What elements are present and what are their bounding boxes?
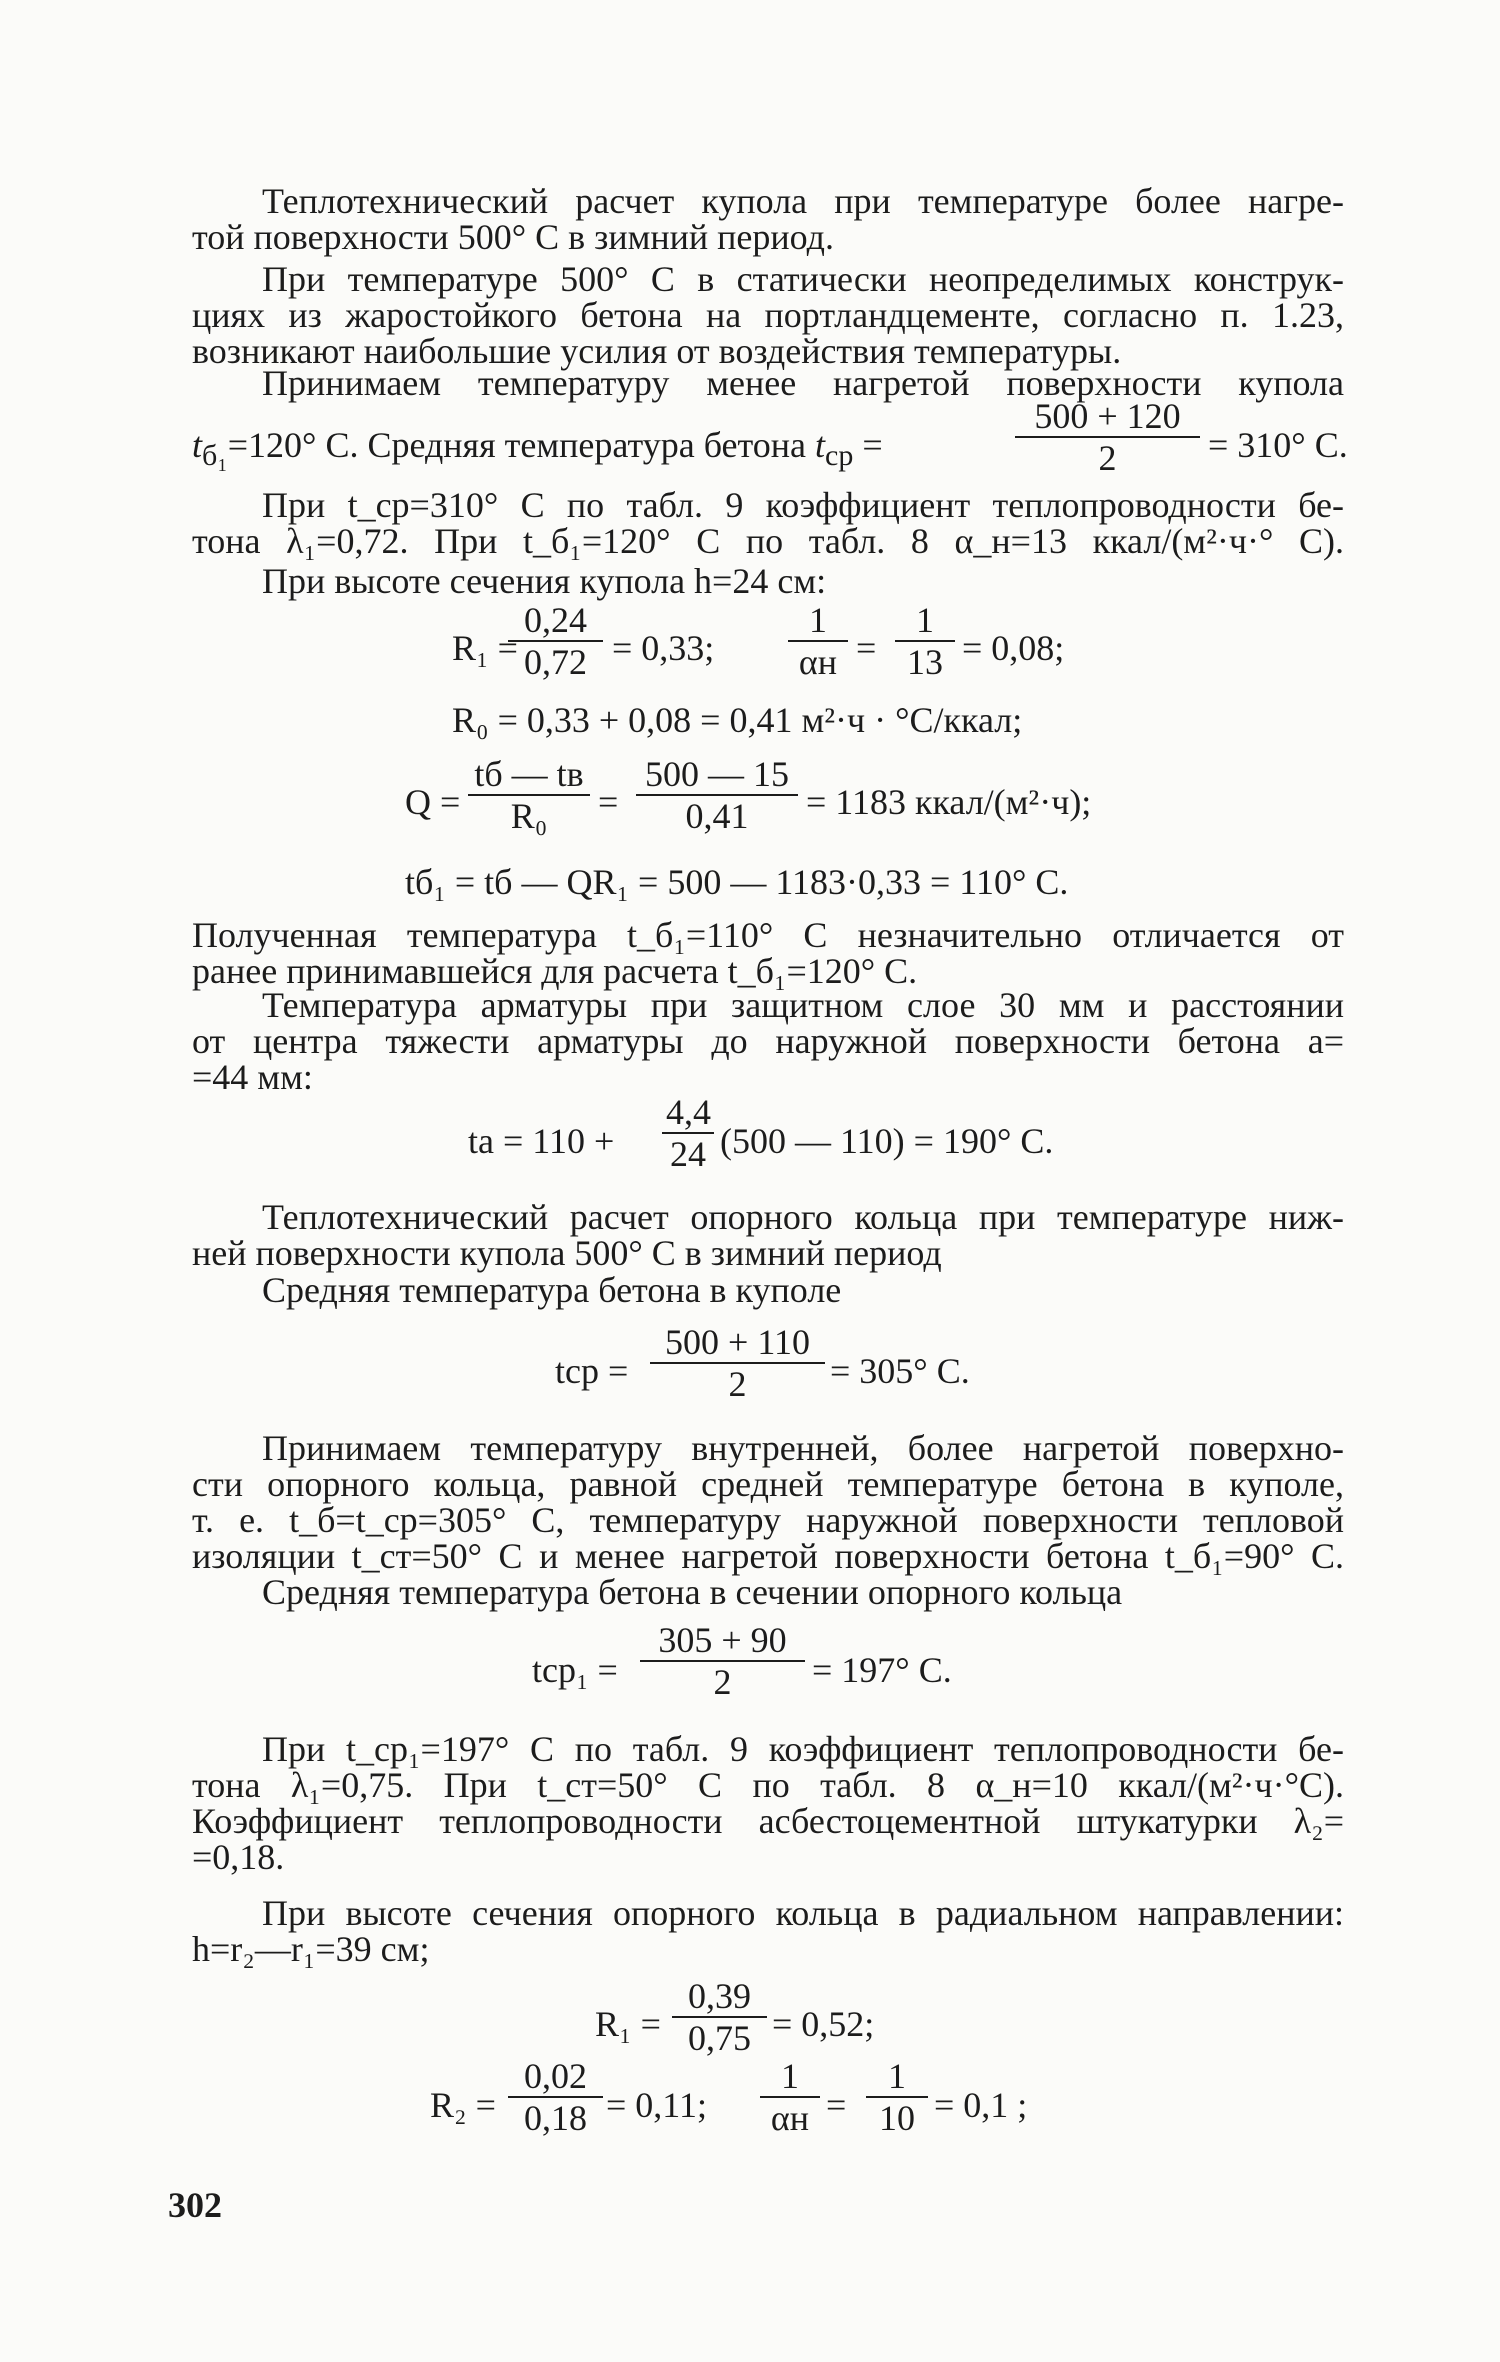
r1-fraction: $\frac{0,24}{0,72}$ xyxy=(508,602,603,680)
q-eq: = xyxy=(598,782,619,822)
ta-lhs: tа = 110 + xyxy=(468,1121,615,1161)
q-lhs: Q = xyxy=(405,782,461,822)
text-line: =44 мм: xyxy=(192,1057,313,1097)
tb1-definition-line: $t_{б_1}=120^\circ$ С. Средняя температура бетона $t_{ср}$ = xyxy=(192,425,883,473)
inv-alpha-fraction: 1 αн xyxy=(788,602,848,680)
r1-result: = 0,33; xyxy=(612,628,715,668)
text-line: ней поверхности купола 500° С в зимний период xyxy=(192,1233,942,1273)
text-line: Средняя температура бетона в сечении опорного кольца xyxy=(262,1572,1123,1612)
ta-result: (500 — 110) = 190° С. xyxy=(720,1121,1054,1161)
inv-13-fraction: $\frac{1}{13}$ xyxy=(895,602,955,680)
text-line: изоляции t_ст=50° С и менее нагретой поверхности бетона t_б₁=90° С. xyxy=(192,1536,1344,1576)
inv-10-fraction: $\frac{1}{10}$ xyxy=(866,2058,928,2136)
text-line: =0,18. xyxy=(192,1837,285,1877)
inv-alpha-fraction-2: 1 αн xyxy=(760,2058,820,2136)
tcp-fraction-310: $\frac{500 + 120}{2}$ xyxy=(1015,398,1200,476)
text-line: т. е. t_б=t_ср=305° С, температуру наружной поверхности тепловой xyxy=(192,1500,1344,1540)
text-line: Температура арматуры при защитном слое 30 мм и расстоянии xyxy=(262,985,1344,1025)
tcp-result-310: = 310° С. xyxy=(1208,425,1348,465)
text-line: той поверхности 500° С в зимний период. xyxy=(192,217,834,257)
text-line: Принимаем температуру менее нагретой поверхности купола xyxy=(262,363,1344,403)
tcp1-result: = 197° С. xyxy=(812,1650,952,1690)
tcp1-fraction: $\frac{305 + 90}{2}$ xyxy=(640,1622,805,1700)
q-fraction-numeric: $\frac{500 — 15}{0,41}$ xyxy=(636,756,798,834)
text-line: При температуре 500° С в статически неопределимых конструк- xyxy=(262,259,1344,299)
text-line: тона λ₁=0,72. При t_б₁=120° С по табл. 8 α_н=13 ккал/(м²·ч·° С). xyxy=(192,521,1344,561)
tcp-result: = 305° С. xyxy=(830,1351,970,1391)
text-line: Теплотехнический расчет опорного кольца при температуре ниж- xyxy=(262,1197,1344,1237)
tcp1-lhs: tср₁ = xyxy=(532,1650,618,1690)
inv-alpha-eq: = xyxy=(856,628,877,668)
inv-13-result: = 0,08; xyxy=(962,628,1065,668)
text-line: При t_ср=310° С по табл. 9 коэффициент теплопроводности бе- xyxy=(262,485,1344,525)
text-line: При высоте сечения опорного кольца в радиальном направлении: xyxy=(262,1893,1344,1933)
text-line: h=r₂—r₁=39 см; xyxy=(192,1929,430,1969)
text-line: Теплотехнический расчет купола при температуре более нагре- xyxy=(262,181,1344,221)
tb1-formula: tб₁ = tб — QR₁ = 500 — 1183·0,33 = 110° С. xyxy=(405,862,1069,902)
r2-result: = 0,11; xyxy=(606,2085,707,2125)
r1b-result: = 0,52; xyxy=(772,2004,875,2044)
text-line: ранее принимавшейся для расчета t_б₁=120° С. xyxy=(192,951,918,991)
text-line: циях из жаростойкого бетона на портландцементе, согласно п. 1.23, xyxy=(192,295,1344,335)
r1b-lhs: R₁ = xyxy=(595,2004,661,2044)
tcp-fraction: $\frac{500 + 110}{2}$ xyxy=(650,1324,825,1402)
text-line: от центра тяжести арматуры до наружной поверхности бетона a= xyxy=(192,1021,1344,1061)
inv-10-result: = 0,1 ; xyxy=(934,2085,1028,2125)
text-line: При t_ср₁=197° С по табл. 9 коэффициент теплопроводности бе- xyxy=(262,1729,1344,1769)
tcp-lhs: tср = xyxy=(555,1351,629,1391)
text-line: возникают наибольшие усилия от воздействия температуры. xyxy=(192,331,1122,371)
text-line: При высоте сечения купола h=24 см: xyxy=(262,561,827,601)
text-line: Принимаем температуру внутренней, более нагретой поверхно- xyxy=(262,1428,1344,1468)
text-line: Коэффициент теплопроводности асбестоцементной штукатурки λ₂= xyxy=(192,1801,1344,1841)
q-fraction-symbolic: tб — tв R₀ xyxy=(468,756,590,834)
r2-fraction: $\frac{0,02}{0,18}$ xyxy=(508,2058,603,2136)
ta-fraction: $\frac{4,4}{24}$ xyxy=(662,1094,714,1172)
q-result: = 1183 ккал/(м²·ч); xyxy=(806,782,1092,822)
inv-alpha-eq-2: = xyxy=(826,2085,847,2125)
page-number: 302 xyxy=(168,2185,222,2225)
r1-lhs: R₁ = xyxy=(452,628,518,668)
r2-lhs: R₂ = xyxy=(430,2085,496,2125)
r1b-fraction: $\frac{0,39}{0,75}$ xyxy=(672,1978,767,2056)
r0-formula: R₀ = 0,33 + 0,08 = 0,41 м²·ч · °С/ккал; xyxy=(452,700,1023,740)
text-line: сти опорного кольца, равной средней температуре бетона в куполе, xyxy=(192,1464,1344,1504)
text-line: Полученная температура t_б₁=110° С незначительно отличается от xyxy=(192,915,1344,955)
text-line: Средняя температура бетона в куполе xyxy=(262,1270,842,1310)
text-line: тона λ₁=0,75. При t_ст=50° С по табл. 8 α_н=10 ккал/(м²·ч·°С). xyxy=(192,1765,1344,1805)
